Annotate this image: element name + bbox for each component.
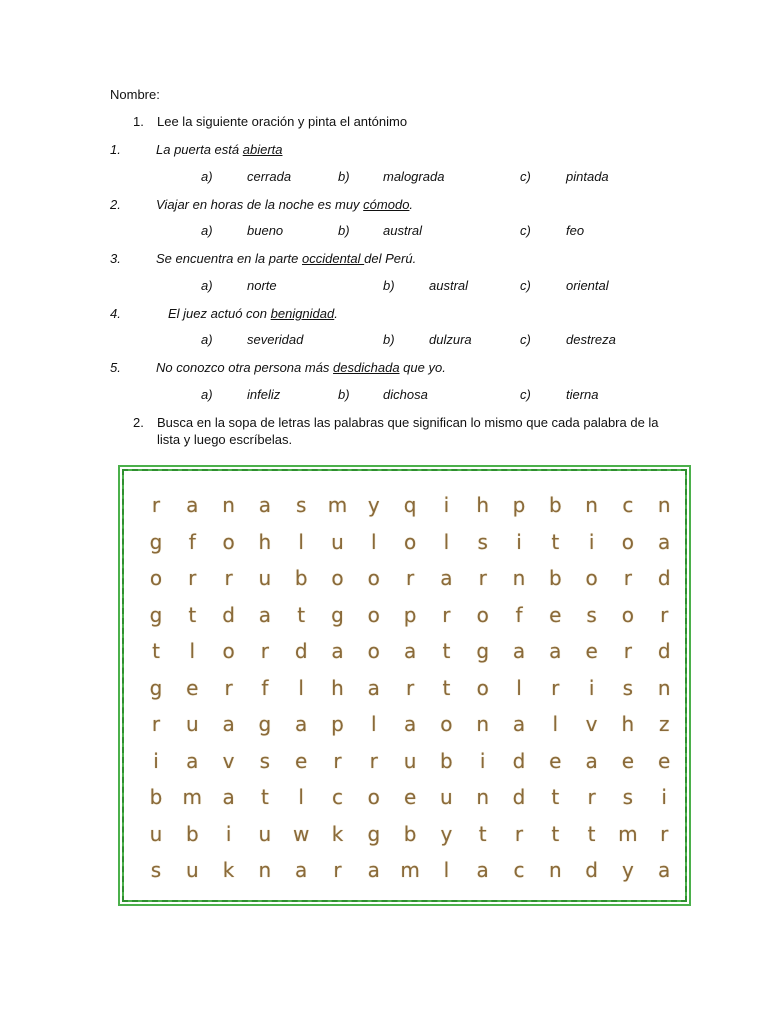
grid-letter[interactable]: l (298, 675, 304, 700)
q5-option-a-letter: a) (201, 387, 213, 402)
grid-letter[interactable]: r (623, 566, 632, 590)
grid-letter[interactable]: n (476, 712, 490, 736)
grid-letter[interactable]: a (222, 785, 235, 809)
grid-letter[interactable]: r (623, 639, 632, 663)
q5-option-a[interactable]: infeliz (247, 387, 281, 402)
grid-letter[interactable]: o (222, 639, 235, 663)
grid-letter[interactable]: s (259, 748, 271, 773)
grid-letter[interactable]: e (549, 748, 562, 773)
grid-letter[interactable]: g (149, 602, 163, 627)
grid-letter[interactable]: b (548, 493, 562, 517)
q4-option-a-letter: a) (201, 332, 213, 347)
q1-option-a[interactable]: cerrada (247, 169, 292, 184)
grid-row (124, 639, 685, 675)
grid-letter[interactable]: r (551, 675, 560, 700)
grid-letter[interactable]: o (367, 639, 380, 663)
grid-row (124, 676, 685, 712)
question-3-after: del Perú. (364, 251, 417, 266)
grid-letter[interactable]: n (476, 785, 490, 809)
grid-letter[interactable]: r (405, 566, 415, 590)
q3-option-c[interactable]: oriental (566, 278, 609, 293)
name-label: Nombre: (110, 87, 160, 102)
question-4-before: El juez actuó con (168, 306, 271, 321)
question-4-after: . (334, 306, 338, 321)
grid-letter[interactable]: l (443, 858, 450, 882)
grid-letter[interactable]: r (151, 493, 161, 517)
grid-letter[interactable]: i (479, 748, 486, 773)
grid-letter[interactable]: a (658, 529, 671, 554)
grid-row (124, 493, 685, 529)
question-5-keyword: desdichada (333, 360, 400, 375)
grid-row (124, 566, 685, 602)
grid-letter[interactable]: a (512, 639, 526, 663)
grid-letter[interactable]: t (478, 821, 487, 846)
grid-letter[interactable]: f (515, 602, 523, 627)
grid-letter[interactable]: m (618, 821, 638, 846)
question-4-sentence (168, 306, 338, 321)
grid-letter[interactable]: v (222, 748, 235, 773)
q5-option-b[interactable]: dichosa (383, 387, 428, 402)
grid-letter[interactable]: b (294, 566, 308, 590)
grid-letter[interactable]: t (442, 639, 451, 663)
question-1-number: 1. (110, 142, 121, 157)
grid-letter[interactable]: o (367, 785, 380, 809)
q1-option-a-letter: a) (201, 169, 213, 184)
grid-letter[interactable]: l (371, 529, 377, 554)
grid-letter[interactable]: u (149, 821, 163, 846)
question-1-sentence (156, 142, 282, 157)
question-5-before: No conozco otra persona más (156, 360, 334, 375)
grid-letter[interactable]: d (657, 566, 671, 590)
grid-letter[interactable]: i (588, 675, 595, 700)
grid-letter[interactable]: n (548, 858, 562, 882)
grid-letter[interactable]: t (551, 785, 560, 809)
grid-letter[interactable]: m (400, 858, 420, 882)
grid-letter[interactable]: l (189, 639, 196, 663)
grid-letter[interactable]: g (149, 529, 163, 554)
grid-letter[interactable]: d (222, 602, 235, 627)
grid-letter[interactable]: u (403, 748, 417, 773)
grid-letter[interactable]: b (185, 821, 199, 846)
grid-row (124, 822, 685, 858)
section1-number: 1. (133, 114, 144, 129)
grid-letter[interactable]: l (298, 529, 304, 554)
grid-letter[interactable]: u (258, 821, 272, 846)
grid-letter[interactable]: o (476, 602, 489, 627)
grid-letter[interactable]: e (403, 785, 417, 809)
grid-letter[interactable]: a (367, 858, 380, 882)
grid-letter[interactable]: a (295, 858, 308, 882)
q3-option-c-letter: c) (520, 278, 531, 293)
question-3-number: 3. (110, 251, 121, 266)
grid-letter[interactable]: r (151, 712, 161, 736)
q3-option-a[interactable]: norte (247, 278, 277, 293)
q4-option-b[interactable]: dulzura (429, 332, 472, 347)
grid-letter[interactable]: a (440, 566, 453, 590)
grid-letter[interactable]: o (222, 529, 235, 554)
question-2-keyword: cómodo (363, 197, 410, 212)
grid-letter[interactable]: o (621, 602, 635, 627)
word-search-grid (118, 465, 691, 906)
question-2-after: . (409, 197, 414, 212)
q4-option-a[interactable]: severidad (247, 332, 304, 347)
grid-row (124, 530, 685, 566)
grid-letter[interactable]: b (548, 566, 562, 590)
grid-letter[interactable]: n (222, 493, 235, 517)
grid-letter[interactable]: e (549, 602, 562, 627)
grid-letter[interactable]: n (258, 858, 272, 882)
grid-letter[interactable]: p (331, 712, 344, 736)
grid-letter[interactable]: a (476, 858, 489, 882)
grid-letter[interactable]: a (367, 675, 380, 700)
grid-letter[interactable]: r (333, 858, 342, 882)
grid-letter[interactable]: s (622, 785, 634, 809)
grid-letter[interactable]: d (657, 639, 671, 663)
grid-letter[interactable]: o (440, 712, 453, 736)
grid-row (124, 712, 685, 748)
grid-letter[interactable]: i (588, 529, 595, 554)
grid-letter[interactable]: e (186, 675, 199, 700)
grid-letter[interactable]: s (586, 602, 597, 627)
grid-letter[interactable]: o (585, 566, 598, 590)
grid-letter[interactable]: e (295, 748, 308, 773)
grid-letter[interactable]: a (512, 712, 526, 736)
question-2-before: Viajar en horas de la noche es muy (156, 197, 364, 212)
grid-letter[interactable]: a (258, 602, 272, 627)
grid-letter[interactable]: c (622, 493, 634, 517)
grid-letter[interactable]: t (260, 785, 269, 809)
question-5-sentence (156, 360, 446, 375)
grid-letter[interactable]: z (658, 712, 670, 736)
grid-letter[interactable]: t (551, 529, 560, 554)
grid-letter[interactable]: r (587, 785, 596, 809)
grid-letter[interactable]: a (403, 712, 417, 736)
grid-letter[interactable]: r (369, 748, 378, 773)
grid-letter[interactable]: i (661, 785, 667, 809)
grid-letter[interactable]: r (405, 675, 415, 700)
grid-letter[interactable]: m (182, 785, 203, 809)
question-2-number: 2. (110, 197, 121, 212)
grid-letter[interactable]: r (188, 566, 197, 590)
grid-letter[interactable]: h (476, 493, 490, 517)
q3-option-a-letter: a) (201, 278, 213, 293)
question-4-keyword: benignidad (270, 306, 335, 321)
grid-letter[interactable]: h (331, 675, 344, 700)
grid-letter[interactable]: a (222, 712, 235, 736)
question-3-sentence (156, 251, 416, 266)
grid-letter[interactable]: a (403, 639, 417, 663)
grid-row (124, 749, 685, 785)
grid-letter[interactable]: d (585, 858, 598, 882)
grid-letter[interactable]: r (442, 602, 451, 627)
grid-letter[interactable]: o (149, 566, 163, 590)
q4-option-c[interactable]: destreza (566, 332, 616, 347)
grid-letter[interactable]: r (224, 566, 233, 590)
grid-letter[interactable]: a (258, 493, 272, 517)
grid-letter[interactable]: g (476, 639, 490, 663)
grid-letter[interactable]: a (186, 493, 199, 517)
q4-option-c-letter: c) (520, 332, 531, 347)
question-5-after: que yo. (399, 360, 446, 375)
grid-letter[interactable]: r (660, 821, 669, 846)
grid-letter[interactable]: y (440, 821, 453, 846)
grid-letter[interactable]: u (185, 858, 199, 882)
grid-letter[interactable]: s (622, 675, 634, 700)
grid-letter[interactable]: h (258, 529, 272, 554)
q2-option-a-letter: a) (201, 223, 213, 238)
grid-letter[interactable]: y (367, 493, 380, 517)
grid-letter[interactable]: i (443, 493, 450, 517)
q1-option-c[interactable]: pintada (566, 169, 609, 184)
q3-option-b-letter: b) (383, 278, 395, 293)
grid-letter[interactable]: b (440, 748, 453, 773)
grid-letter[interactable]: o (331, 566, 344, 590)
grid-letter[interactable]: g (367, 821, 381, 846)
grid-letter[interactable]: l (371, 712, 377, 736)
grid-letter[interactable]: r (260, 639, 269, 663)
grid-letter[interactable]: r (478, 566, 487, 590)
grid-letter[interactable]: g (149, 675, 163, 700)
grid-letter[interactable]: t (188, 602, 197, 627)
q3-option-b[interactable]: austral (429, 278, 469, 293)
grid-letter[interactable]: s (477, 529, 488, 554)
grid-letter[interactable]: a (549, 639, 562, 663)
grid-letter[interactable]: f (188, 529, 196, 554)
grid-letter[interactable]: k (331, 821, 344, 846)
grid-letter[interactable]: t (587, 821, 596, 846)
q1-option-c-letter: c) (520, 169, 531, 184)
grid-letter[interactable]: r (514, 821, 524, 846)
grid-letter[interactable]: e (658, 748, 671, 773)
grid-row (124, 603, 685, 639)
q5-option-b-letter: b) (338, 387, 350, 402)
grid-letter[interactable]: e (585, 639, 598, 663)
grid-letter[interactable]: n (585, 493, 598, 517)
grid-letter[interactable]: i (516, 529, 522, 554)
grid-letter[interactable]: d (512, 785, 526, 809)
grid-letter[interactable]: p (512, 493, 526, 517)
grid-letter[interactable]: u (258, 566, 272, 590)
grid-letter[interactable]: f (261, 675, 269, 700)
grid-letter[interactable]: a (331, 639, 344, 663)
grid-letter[interactable]: t (442, 675, 451, 700)
q1-option-b-letter: b) (338, 169, 350, 184)
grid-row (124, 858, 685, 894)
section2-number: 2. (133, 415, 144, 430)
question-5-number: 5. (110, 360, 121, 375)
grid-letter[interactable]: a (585, 748, 598, 773)
grid-row (124, 785, 685, 821)
grid-letter[interactable]: r (333, 748, 342, 773)
question-2-sentence (156, 197, 413, 212)
grid-letter[interactable]: d (512, 748, 526, 773)
grid-letter[interactable]: s (150, 858, 162, 882)
grid-letter[interactable]: n (657, 675, 671, 700)
question-1-keyword: abierta (242, 142, 283, 157)
q5-option-c-letter: c) (520, 387, 531, 402)
grid-letter[interactable]: r (224, 675, 233, 700)
question-3-before: Se encuentra en la parte (156, 251, 302, 266)
grid-letter[interactable]: r (660, 602, 669, 627)
grid-letter[interactable]: b (149, 785, 163, 809)
grid-letter[interactable]: e (621, 748, 635, 773)
grid-letter[interactable]: y (621, 858, 634, 882)
grid-letter[interactable]: i (153, 748, 159, 773)
grid-letter[interactable]: l (298, 785, 304, 809)
grid-letter[interactable]: t (152, 639, 160, 663)
grid-letter[interactable]: u (185, 712, 199, 736)
grid-letter[interactable]: l (516, 675, 522, 700)
grid-letter[interactable]: o (621, 529, 635, 554)
grid-letter[interactable]: h (621, 712, 635, 736)
question-4-number: 4. (110, 306, 121, 321)
grid-letter[interactable]: c (332, 785, 343, 809)
q1-option-b[interactable]: malograda (383, 169, 445, 184)
grid-letter[interactable]: n (657, 493, 671, 517)
grid-letter[interactable]: w (293, 821, 310, 846)
grid-letter[interactable]: b (403, 821, 417, 846)
q2-option-c[interactable]: feo (566, 223, 585, 238)
grid-letter[interactable]: s (295, 493, 307, 517)
section1-instruction: Lee la siguiente oración y pinta el antónimo (157, 114, 408, 129)
section2-instruction-line2: lista y luego escríbelas. (157, 432, 293, 447)
q2-option-b-letter: b) (338, 223, 350, 238)
grid-letter[interactable]: k (222, 858, 235, 882)
grid-letter[interactable]: q (403, 493, 417, 517)
grid-letter[interactable]: o (367, 602, 380, 627)
grid-letter[interactable]: g (258, 712, 272, 736)
grid-letter[interactable]: g (331, 602, 344, 627)
section2-instruction-line1: Busca en la sopa de letras las palabras que significan lo mismo que cada palabra de la (157, 415, 659, 430)
grid-letter[interactable]: t (297, 602, 306, 627)
grid-letter[interactable]: l (443, 529, 450, 554)
question-3-keyword: occidental (302, 251, 365, 266)
grid-letter[interactable]: p (403, 602, 417, 627)
grid-letter[interactable]: o (476, 675, 489, 700)
grid-letter[interactable]: o (367, 566, 380, 590)
grid-letter[interactable]: v (585, 712, 598, 736)
grid-letter[interactable]: m (327, 493, 348, 517)
grid-letter[interactable]: a (295, 712, 308, 736)
grid-letter[interactable]: d (294, 639, 308, 663)
grid-letter[interactable]: t (551, 821, 560, 846)
grid-letter[interactable]: u (331, 529, 344, 554)
grid-letter[interactable]: i (225, 821, 232, 846)
grid-letter[interactable]: u (440, 785, 453, 809)
q2-option-b[interactable]: austral (383, 223, 423, 238)
q2-option-a[interactable]: bueno (247, 223, 284, 238)
grid-letter[interactable]: l (552, 712, 559, 736)
q2-option-c-letter: c) (520, 223, 531, 238)
question-1-before: La puerta está (156, 142, 243, 157)
q5-option-c[interactable]: tierna (566, 387, 599, 402)
grid-letter[interactable]: n (512, 566, 526, 590)
grid-letter[interactable]: o (403, 529, 417, 554)
grid-letter[interactable]: c (513, 858, 525, 882)
grid-letter[interactable]: a (186, 748, 199, 773)
grid-letter[interactable]: a (658, 858, 671, 882)
q4-option-b-letter: b) (383, 332, 395, 347)
